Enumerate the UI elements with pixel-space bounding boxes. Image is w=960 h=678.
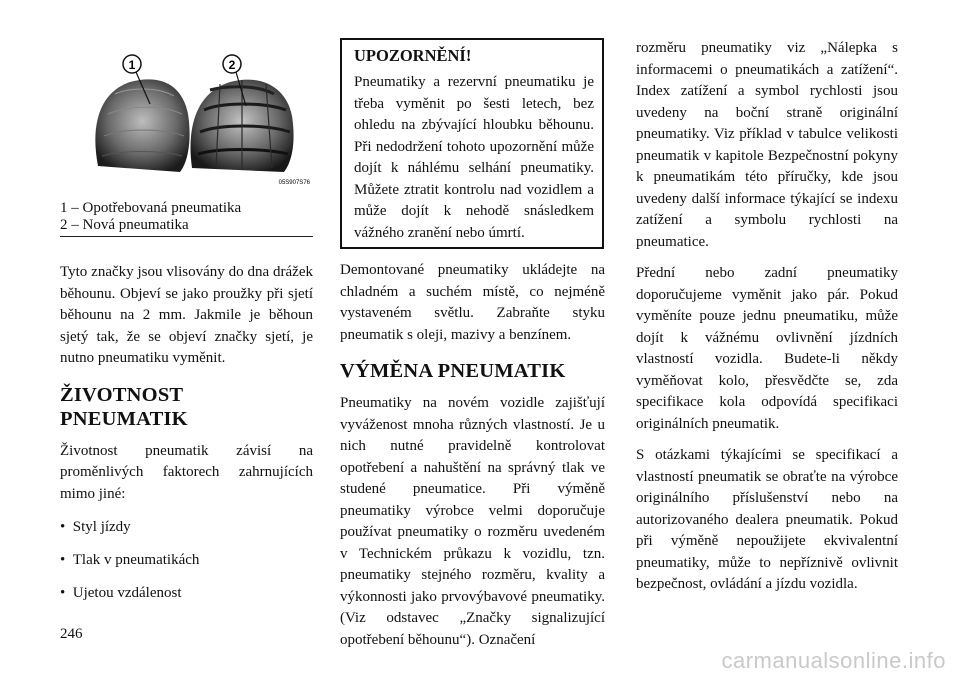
tire-size-info-text: rozměru pneumatiky viz „Nálepka s informacemi o pneumatikách a zatížení“. Index zatížení a symbol rychlosti jsou uvedeny na boční straně originální pneumatiky. Viz příklad v tabulce velikosti pneumatik v kapitole Bezpečnostní pokyny k pneumatikám této příručky, kde jsou uvedeny další informace týkající se indexu zatížení a symbolu rychlosti na pneumatice. — [636, 40, 898, 250]
figure-code: 05S907S76 — [278, 180, 310, 186]
warning-box — [340, 38, 604, 249]
tire-illustration — [60, 44, 315, 192]
callout-1-label: 1 — [128, 58, 136, 72]
tire-storage-text: Demontované pneumatiky ukládejte na chladném a suchém místě, co nejméně vystaveném světlu. Zabraňte styku pneumatik s oleji, mazivy a benzínem. — [340, 262, 605, 343]
list-item: • Tlak v pneumatikách — [60, 552, 200, 568]
right-column — [636, 38, 898, 596]
tire-wear-figure — [60, 44, 315, 192]
tire-replacement-heading: VÝMĚNA PNEUMATIK — [340, 360, 566, 382]
tire-life-text: Životnost pneumatik závisí na proměnlivých faktorech zahrnujících mimo jiné: — [60, 442, 313, 502]
list-item: • Styl jízdy — [60, 519, 131, 535]
warning-text: Pneumatiky a rezervní pneumatiku je třeba vyměnit po šesti letech, bez ohledu na zbývající hloubku běhounu. Při nedodržení tohoto upozornění může dojít k náhlému selhání pneumatiky. Můžete ztratit kontrolu nad vozidlem a může dojít k nehodě snásledkem vážného zranění nebo úmrtí. — [354, 74, 594, 241]
questions-text: S otázkami týkajícími se specifikací a vlastností pneumatik se obraťte na výrobce originálního příslušenství nebo na autorizovaného dealera pneumatik. Pokud při výměně nepoužijete ekvivalentní pneumatiky, může to nepříznivě ovlivnit bezpečnost, ovládání a jízdu vozidla. — [636, 447, 898, 592]
tire-life-factors-list — [60, 517, 313, 604]
watermark: carmanualsonline.info — [721, 648, 946, 673]
page-number: 246 — [60, 626, 83, 642]
tire-life-heading: ŽIVOTNOST PNEUMATIK — [60, 383, 188, 430]
worn-tire-image — [95, 79, 189, 172]
tire-replacement-text: Pneumatiky na novém vozidle zajišťují vyváženost mnoha různých vlastností. Je u nich nutné pravidelně kontrolovat opotřebení a nahuštění na správný tlak ve studené pneumatice. Při výměně pneumatiky výrobce velmi doporučuje používat pneumatiky o rozměru uvedeném v Technickém průkazu k vozidlu, tzn. pneumatiky stejného rozměru, kvality a výkonnosti jako prvovýbavové pneumatiky. (Viz odstavec „Značky signalizující opotřebení běhounu“). Označení — [340, 395, 605, 648]
middle-column — [340, 260, 605, 651]
caption-line-2: 2 – Nová pneumatika — [60, 217, 189, 233]
callout-2-label: 2 — [228, 58, 236, 72]
list-item: • Ujetou vzdálenost — [60, 585, 182, 601]
figure-caption — [60, 200, 313, 237]
pair-replacement-text: Přední nebo zadní pneumatiky doporučujeme vyměnit jako pár. Pokud vyměníte pouze jednu pneumatiku, může dojít k vážnému ovlivnění jízdních vlastností vozidla. Budete-li někdy vyměňovat kolo, přesvědčte se, zda specifikace kola odpovídá specifikaci originálních pneumatik. — [636, 265, 898, 432]
tread-indicator-text: Tyto značky jsou vlisovány do dna drážek běhounu. Objeví se jako proužky při sjetí běhounu na 2 mm. Jakmile je běhoun sjetý tak, že se objeví značky sjetí, je nutno pneumatiku vyměnit. — [60, 264, 313, 366]
warning-title: UPOZORNĚNÍ! — [354, 46, 472, 65]
caption-line-1: 1 – Opotřebovaná pneumatika — [60, 200, 242, 216]
left-column — [60, 262, 313, 604]
